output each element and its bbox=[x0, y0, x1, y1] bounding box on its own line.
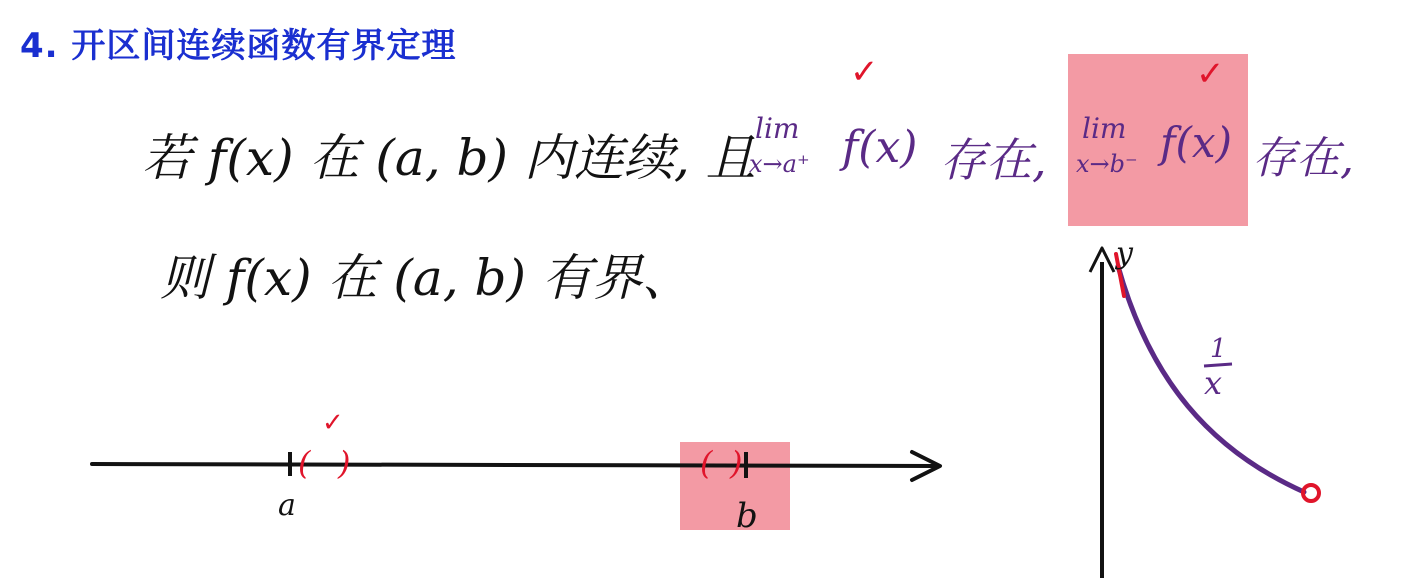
curve-label-denominator: x bbox=[1204, 364, 1223, 402]
title-number: 4. bbox=[20, 26, 59, 66]
number-line-axis bbox=[92, 464, 935, 466]
fx-right: f(x) bbox=[1160, 118, 1233, 167]
limit-left-word: lim bbox=[755, 112, 800, 145]
limit-right-sub: x→b⁻ bbox=[1076, 150, 1138, 178]
check-mark-fx-left: ✓ bbox=[850, 52, 879, 92]
check-mark-a: ✓ bbox=[322, 408, 344, 438]
paren-a-open: ( bbox=[298, 444, 311, 482]
statement-line1-prefix: 若 f(x) 在 (a, b) 内连续, 且 bbox=[142, 129, 756, 187]
title-text: 开区间连续函数有界定理 bbox=[71, 26, 457, 66]
paren-b-open: ( bbox=[700, 444, 713, 482]
fx-left: f(x) bbox=[842, 122, 918, 173]
paren-b-close: ) bbox=[730, 444, 743, 482]
exists-right: 存在, bbox=[1252, 133, 1354, 184]
statement-line2: 则 f(x) 在 (a, b) 有界、 bbox=[160, 249, 692, 307]
exists-left: 存在, bbox=[940, 133, 1047, 187]
curve-label-numerator: 1 bbox=[1210, 334, 1227, 364]
label-b: b bbox=[736, 496, 758, 536]
limit-right-word: lim bbox=[1082, 112, 1127, 145]
label-a: a bbox=[278, 488, 296, 523]
check-mark-fx-right: ✓ bbox=[1196, 54, 1225, 94]
paren-a-close: ) bbox=[338, 444, 351, 482]
graph-axis-label: y bbox=[1116, 236, 1133, 271]
limit-left-sub: x→a⁺ bbox=[749, 150, 810, 178]
